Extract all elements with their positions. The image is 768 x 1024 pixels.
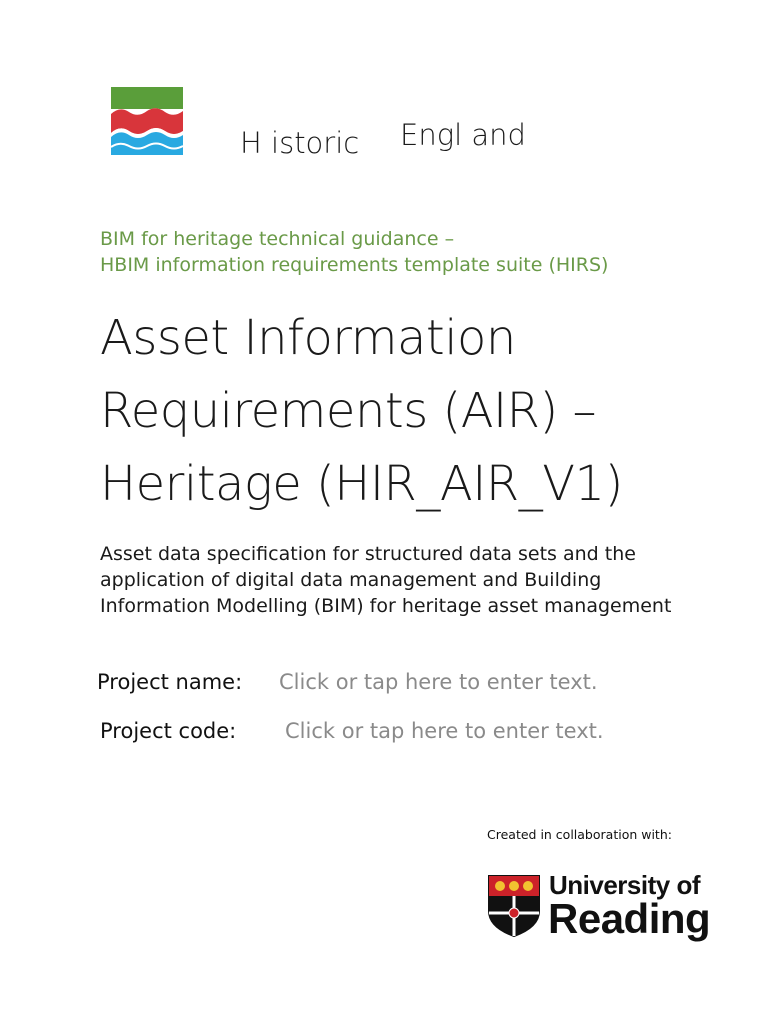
document-title-line-2: Requirements (AIR) – (100, 383, 597, 439)
project-name-field[interactable]: Click or tap here to enter text. (279, 670, 598, 694)
project-code-field[interactable]: Click or tap here to enter text. (285, 719, 604, 743)
description-line-3: Information Modelling (BIM) for heritage asset management (100, 595, 672, 617)
project-name-label: Project name: (97, 670, 243, 694)
historic-england-logo (111, 87, 183, 155)
university-name-line-2: Reading (548, 895, 711, 942)
wordmark-england: Engl and (400, 118, 526, 152)
document-title-line-1: Asset Information (100, 310, 516, 366)
description-line-2: application of digital data management and Building (100, 569, 602, 591)
project-code-label: Project code: (100, 719, 237, 743)
document-title-line-3: Heritage (HIR_AIR_V1) (100, 456, 623, 512)
description-line-1: Asset data specification for structured data sets and the (100, 543, 636, 565)
collaboration-note: Created in collaboration with: (487, 827, 672, 842)
wordmark-historic: H istoric (240, 126, 360, 160)
university-name-line-1: University of (549, 870, 700, 900)
university-of-reading-crest-icon (488, 875, 540, 937)
subtitle-line-2: HBIM information requirements template suite (HIRS) (100, 254, 609, 276)
subtitle-line-1: BIM for heritage technical guidance – (100, 228, 455, 250)
